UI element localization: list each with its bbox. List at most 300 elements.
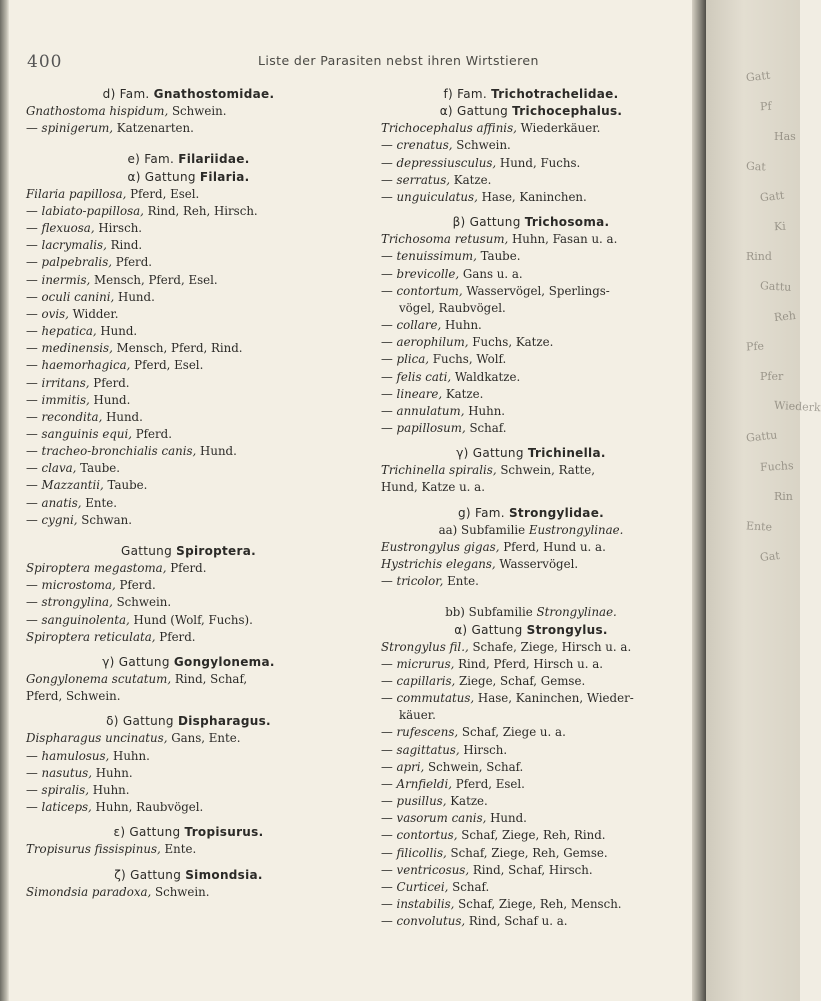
entry-dash: — [381, 845, 397, 860]
host-list: Gans u. a. [459, 266, 523, 281]
host-list: Ente. [81, 495, 117, 510]
list-item [381, 248, 681, 265]
list-item [381, 862, 681, 879]
host-list: Taube. [103, 478, 148, 493]
host-list: Ziege, Schaf, Gemse. [455, 674, 586, 688]
host-list: Huhn. [441, 318, 482, 333]
entry-dash: — [26, 375, 42, 390]
subfamily-name: Eustrongylinae. [528, 522, 624, 537]
list-item [26, 426, 351, 443]
list-item [381, 155, 681, 172]
host-list: Pferd. [131, 426, 172, 441]
list-item [26, 443, 351, 460]
heading-title: Tropisurus. [184, 825, 264, 840]
entry-dash: — [381, 897, 397, 912]
list-item [381, 334, 681, 351]
section-heading [381, 445, 681, 462]
species-name: immitis, [41, 392, 90, 407]
section-heading [26, 713, 351, 730]
species-name: collare, [396, 318, 442, 333]
book-left-edge [0, 0, 9, 1001]
entry-dash: — [26, 255, 42, 270]
list-item [381, 283, 681, 300]
host-list: Schaf. [448, 879, 490, 894]
running-title: Liste der Parasiten nebst ihren Wirtstieren [258, 53, 539, 68]
species-name: pusillus, [396, 794, 447, 809]
species-name: sagittatus, [396, 742, 460, 757]
host-list: Huhn, Fasan u. a. [508, 232, 618, 247]
section-heading [26, 867, 351, 884]
list-item [381, 351, 681, 368]
species-name: felis cati, [396, 369, 452, 384]
host-list: Pferd. [115, 578, 156, 593]
heading-prefix: ζ) Gattung [114, 867, 186, 882]
host-list: Schwein, Schaf. [424, 759, 524, 774]
species-name: nasutus, [41, 765, 92, 780]
adjacent-page-fragment: Gat [759, 549, 781, 564]
host-list: Huhn, Raubvögel. [91, 800, 204, 815]
species-name: Filaria papillosa, [26, 186, 127, 201]
list-item [26, 340, 351, 357]
adjacent-page-fragment: Gatt [745, 68, 771, 85]
species-name: contortum, [396, 283, 463, 298]
host-list: Katzenarten. [113, 121, 194, 136]
species-name: haemorhagica, [41, 358, 131, 373]
species-name: hamulosus, [41, 748, 110, 763]
host-list: Huhn. [109, 748, 150, 763]
list-item [26, 577, 351, 594]
heading-prefix: δ) Gattung [106, 714, 178, 729]
entry-dash: — [26, 578, 42, 593]
list-item [381, 810, 681, 827]
heading-title: Strongylidae. [508, 505, 604, 520]
entry-dash: — [381, 369, 397, 384]
list-item [381, 724, 681, 741]
list-item [381, 776, 681, 793]
host-list: Fuchs, Wolf. [429, 352, 507, 367]
list-item [26, 357, 351, 374]
list-item [26, 629, 351, 646]
entry-dash: — [381, 138, 397, 153]
species-name: irritans, [41, 375, 90, 390]
list-item [381, 827, 681, 844]
list-item [381, 403, 681, 420]
host-list: Pferd, Esel. [130, 358, 204, 373]
host-list: Taube. [76, 461, 121, 476]
species-name: inermis, [41, 272, 91, 287]
adjacent-page-text [706, 0, 821, 1001]
heading-title: Trichotrachelidae. [491, 87, 619, 101]
entry-dash: — [26, 358, 42, 373]
host-list: Rind, Pferd, Hirsch u. a. [454, 656, 604, 671]
list-item [381, 556, 681, 573]
species-name: Spiroptera reticulata, [26, 629, 156, 644]
host-list: Katze. [442, 386, 484, 401]
list-item [381, 656, 681, 673]
heading-prefix: α) Gattung [454, 622, 527, 637]
adjacent-page-fragment: Has [774, 130, 796, 143]
adjacent-page-fragment: Pfer [760, 370, 784, 383]
species-name: brevicolle, [396, 266, 460, 281]
host-list: Hund. [486, 811, 527, 826]
list-item [26, 220, 351, 237]
host-list: Schaf. [465, 420, 507, 435]
host-list: Wasservögel, Sperlings- [462, 283, 610, 298]
list-item [26, 120, 351, 137]
heading-prefix: γ) Gattung [456, 446, 528, 461]
entry-dash: — [26, 495, 42, 510]
section-heading [381, 622, 681, 639]
host-list: Pferd, Hund u. a. [499, 539, 606, 554]
species-name: recondita, [41, 409, 103, 424]
species-name: lineare, [396, 386, 443, 401]
host-list: Pferd. [166, 561, 207, 576]
entry-dash: — [26, 782, 42, 797]
host-list: Schaf, Ziege u. a. [458, 725, 566, 740]
entry-dash: — [26, 748, 42, 763]
host-list: bb) Subfamilie [445, 605, 537, 620]
heading-prefix: Gattung [121, 543, 177, 558]
species-name: Curticei, [396, 879, 449, 894]
heading-title: Filariidae. [178, 152, 250, 167]
list-item [381, 462, 681, 479]
heading-title: Simondsia. [185, 867, 263, 882]
species-name: serratus, [396, 172, 451, 187]
entry-dash: — [26, 426, 42, 441]
species-name: anatis, [41, 495, 82, 510]
adjacent-page [706, 0, 821, 1001]
host-list: käuer. [399, 708, 436, 723]
host-list: Schwein, Ratte, [496, 463, 595, 478]
adjacent-page-fragment: Fuchs [759, 459, 794, 474]
species-name: Mazzantii, [41, 478, 104, 493]
heading-prefix: f) Fam. [443, 87, 492, 101]
host-list: Hund, Fuchs. [496, 155, 581, 170]
section-heading [26, 151, 351, 168]
entry-dash: — [381, 189, 397, 204]
host-list: Fuchs, Katze. [468, 335, 554, 350]
host-list: Hase, Kaninchen. [477, 189, 587, 204]
entry-dash: — [26, 444, 42, 459]
list-item [26, 765, 351, 782]
species-name: medinensis, [41, 341, 113, 356]
section-heading [26, 824, 351, 841]
entry-dash: — [26, 409, 42, 424]
host-list: Hund, Katze u. a. [381, 480, 485, 495]
host-list: Rind, Schaf, Hirsch. [469, 862, 593, 877]
section-heading [381, 505, 681, 522]
entry-dash: — [381, 172, 397, 187]
list-item [26, 375, 351, 392]
host-list: Taube. [476, 249, 521, 264]
entry-dash: — [26, 461, 42, 476]
adjacent-page-fragment: Gatt [759, 188, 785, 205]
species-name: microstoma, [41, 578, 116, 593]
species-name: sanguinis equi, [41, 426, 132, 441]
adjacent-page-fragment: Rind [746, 250, 772, 263]
adjacent-page-fragment: Gattu [759, 279, 792, 294]
species-name: Strongylus fil., [381, 639, 469, 654]
entry-dash: — [381, 403, 397, 418]
species-name: strongylina, [41, 595, 113, 610]
heading-title: Dispharagus. [177, 714, 271, 729]
species-name: unguiculatus, [396, 189, 478, 204]
entry-dash: — [381, 574, 397, 589]
species-name: contortus, [396, 828, 458, 843]
book-gutter-shadow [692, 0, 706, 1001]
host-list: Mensch, Pferd, Esel. [90, 272, 218, 287]
host-list: Rind, Schaf u. a. [465, 914, 568, 929]
species-name: depressiusculus, [396, 155, 497, 170]
list-item [381, 896, 681, 913]
list-item [381, 793, 681, 810]
species-name: flexuosa, [41, 221, 95, 236]
species-name: laticeps, [41, 800, 92, 815]
list-item [381, 913, 681, 930]
heading-title: Filaria. [199, 169, 250, 184]
adjacent-page-fragment: Rin [774, 490, 793, 503]
host-list: Huhn. [464, 403, 506, 418]
host-list: Wasservögel. [495, 557, 579, 572]
species-name: Tropisurus fissispinus, [26, 842, 161, 857]
list-item [381, 879, 681, 896]
list-item [26, 186, 351, 203]
host-list: Katze. [446, 794, 488, 809]
heading-title: Trichosoma. [524, 215, 610, 230]
list-item [26, 799, 351, 816]
species-name: rufescens, [396, 725, 459, 740]
entry-dash: — [381, 386, 397, 401]
entry-dash: — [26, 612, 42, 627]
species-name: tricolor, [396, 574, 444, 589]
list-item [381, 539, 681, 556]
list-item [26, 841, 351, 858]
host-list: Rind, Schaf, [171, 672, 248, 686]
adjacent-page-fragment: Ki [773, 219, 787, 234]
species-name: plica, [396, 352, 430, 367]
host-list: Pferd. [112, 255, 152, 270]
list-item [26, 237, 351, 254]
species-name: spiralis, [41, 782, 89, 797]
species-name: capillaris, [396, 674, 456, 688]
host-list: Gans, Ente. [167, 731, 241, 746]
entry-dash: — [26, 221, 42, 236]
list-item [381, 845, 681, 862]
species-name: Simondsia paradoxa, [26, 884, 152, 899]
section-heading [381, 103, 681, 120]
species-name: spinigerum, [41, 121, 114, 136]
host-list: Hund. [89, 392, 131, 407]
species-name: ventricosus, [396, 862, 470, 877]
entry-dash: — [381, 879, 397, 894]
heading-title: Trichinella. [527, 446, 606, 461]
heading-prefix: ε) Gattung [113, 825, 185, 840]
species-name: tracheo-bronchialis canis, [41, 444, 197, 459]
host-list: Hund (Wolf, Fuchs). [129, 612, 253, 627]
list-item [381, 266, 681, 283]
host-list: Pferd, Schwein. [26, 689, 121, 704]
entry-dash: — [381, 283, 397, 298]
entry-dash: — [26, 512, 42, 527]
heading-prefix: γ) Gattung [102, 654, 174, 669]
entry-dash: — [381, 862, 397, 877]
host-list: Pferd, Esel. [126, 186, 200, 201]
list-item [26, 512, 351, 529]
host-list: Hirsch. [94, 221, 143, 236]
host-list: Schwein. [112, 595, 172, 610]
entry-dash: — [26, 765, 42, 780]
species-name: Eustrongylus gigas, [381, 539, 500, 554]
host-list: Rind. [106, 238, 143, 253]
species-name: Gnathostoma hispidum, [26, 104, 169, 119]
species-name: convolutus, [396, 914, 466, 929]
list-item [381, 673, 681, 690]
species-name: filicollis, [396, 845, 447, 860]
heading-prefix: g) Fam. [457, 505, 509, 520]
species-name: Dispharagus uncinatus, [26, 731, 168, 746]
list-item [26, 688, 351, 705]
entry-dash: — [381, 742, 397, 757]
species-name: palpebralis, [41, 255, 113, 270]
entry-dash: — [381, 691, 397, 706]
list-item [381, 369, 681, 386]
list-item [381, 120, 681, 137]
entry-dash: — [381, 266, 397, 281]
host-list: Huhn. [88, 782, 130, 797]
entry-dash: — [26, 478, 42, 493]
list-item [26, 495, 351, 512]
entry-dash: — [381, 759, 397, 774]
entry-dash: — [381, 352, 397, 367]
host-list: Hirsch. [459, 742, 508, 757]
list-item [26, 103, 351, 120]
entry-dash: — [381, 318, 397, 333]
species-name: labiato-papillosa, [41, 203, 144, 218]
list-item [26, 477, 351, 494]
adjacent-page-fragment: Pfe [745, 339, 765, 354]
species-name: oculi canini, [41, 289, 115, 304]
host-list: Schwein. [151, 884, 210, 899]
list-item [381, 137, 681, 154]
list-item [381, 707, 681, 724]
list-item [26, 409, 351, 426]
species-name: hepatica, [41, 324, 97, 339]
entry-dash: — [381, 828, 397, 843]
section-heading [381, 214, 681, 231]
species-name: Trichinella spiralis, [381, 463, 497, 478]
entry-dash: — [26, 595, 42, 610]
entry-dash: — [26, 272, 42, 287]
species-name: micrurus, [396, 656, 455, 671]
host-list: Ente. [443, 574, 479, 589]
right-column [381, 86, 681, 930]
list-item [26, 671, 351, 688]
list-item [26, 272, 351, 289]
host-list: Pferd. [155, 629, 196, 644]
entry-dash: — [381, 914, 397, 929]
entry-dash: — [381, 420, 397, 435]
species-name: crenatus, [396, 138, 453, 153]
list-item [381, 386, 681, 403]
entry-dash: — [26, 324, 42, 339]
list-item [381, 317, 681, 334]
section-heading [381, 86, 681, 103]
host-list: vögel, Raubvögel. [399, 300, 506, 315]
host-list: Hase, Kaninchen, Wieder- [474, 691, 634, 706]
species-name: tenuissimum, [396, 249, 477, 264]
adjacent-page-fragment: Pf [759, 99, 772, 114]
host-list: Wiederkäuer. [516, 121, 601, 136]
entry-dash: — [381, 811, 397, 826]
entry-dash: — [26, 306, 42, 321]
list-item [26, 306, 351, 323]
entry-dash: — [381, 776, 397, 791]
list-item [26, 323, 351, 340]
host-list: Schaf, Ziege, Reh, Gemse. [446, 845, 608, 860]
adjacent-page-fragment: Wiederk [773, 398, 821, 415]
heading-title: Strongylus. [526, 622, 608, 637]
list-item [26, 392, 351, 409]
host-list: Pferd. [89, 375, 130, 390]
species-name: Arnfieldi, [396, 776, 453, 791]
host-list: Huhn. [91, 765, 133, 780]
host-list: Schwan. [77, 512, 133, 527]
species-name: apri, [396, 759, 425, 774]
entry-dash: — [381, 155, 397, 170]
species-name: Hystrichis elegans, [381, 557, 496, 572]
host-list: Hund. [196, 444, 237, 459]
list-item [381, 573, 681, 590]
entry-dash: — [26, 121, 42, 136]
species-name: aerophilum, [396, 335, 469, 350]
species-name: Spiroptera megastoma, [26, 561, 167, 576]
species-name: clava, [41, 461, 77, 476]
species-name: sanguinolenta, [41, 612, 130, 627]
list-item [26, 748, 351, 765]
species-name: lacrymalis, [41, 238, 107, 253]
heading-prefix: β) Gattung [452, 215, 525, 230]
host-list: Schaf, Ziege, Reh, Rind. [457, 828, 606, 843]
page-header [0, 52, 800, 72]
section-heading [26, 654, 351, 671]
species-name: instabilis, [396, 897, 455, 912]
list-item [381, 690, 681, 707]
list-item [26, 612, 351, 629]
entry-dash: — [26, 203, 42, 218]
host-list: Ente. [160, 842, 197, 857]
species-name: vasorum canis, [396, 811, 487, 826]
list-item [381, 639, 681, 656]
species-name: papillosum, [396, 420, 466, 435]
species-name: annulatum, [396, 403, 465, 418]
species-name: commutatus, [396, 691, 475, 706]
host-list: Hund. [102, 409, 143, 424]
adjacent-page-fragment: Gattu [745, 428, 778, 445]
list-item [381, 420, 681, 437]
section-heading [26, 543, 351, 560]
list-item [381, 172, 681, 189]
list-item [381, 300, 681, 317]
adjacent-page-fragment: Ente [745, 519, 773, 534]
heading-prefix: d) Fam. [102, 87, 154, 101]
left-column [26, 86, 351, 901]
heading-prefix: α) Gattung [127, 169, 200, 184]
section-heading [26, 86, 351, 103]
section-heading [26, 169, 351, 186]
heading-title: Gnathostomidae. [153, 87, 275, 101]
page-number: 400 [27, 52, 63, 72]
list-item [26, 203, 351, 220]
